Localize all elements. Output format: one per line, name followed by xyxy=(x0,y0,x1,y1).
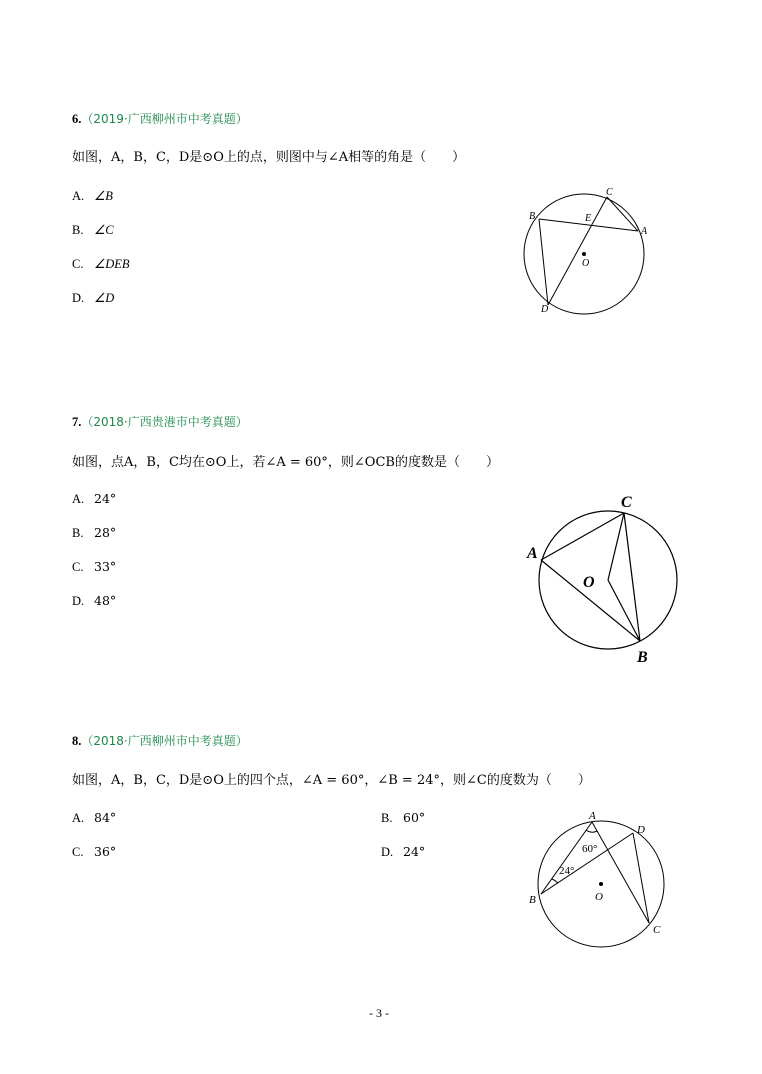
question-7-option-d[interactable]: D. 48° xyxy=(72,593,117,608)
question-7-option-b[interactable]: B. 28° xyxy=(72,525,117,540)
question-6-option-b[interactable]: B. ∠C xyxy=(72,223,114,237)
chord-dc xyxy=(548,197,607,305)
question-8-option-c[interactable]: C. 36° xyxy=(72,844,117,859)
radius-oc xyxy=(608,513,624,580)
label-c: C xyxy=(621,494,632,511)
chord-ac xyxy=(541,513,624,560)
question-number: 8. xyxy=(72,734,82,748)
question-8-stem: 如图，A，B，C，D是⊙O上的四个点，∠A = 60°，∠B = 24°，则∠C的度数为（ ） xyxy=(72,773,591,788)
label-b: B xyxy=(529,894,536,906)
question-7-figure xyxy=(520,488,700,670)
question-7-option-c[interactable]: C. 33° xyxy=(72,559,117,574)
center-dot xyxy=(582,252,586,256)
question-7-header xyxy=(72,413,248,430)
label-d: D xyxy=(637,824,645,836)
label-a: A xyxy=(589,810,596,822)
question-number: 6. xyxy=(72,112,82,126)
chord-ab xyxy=(541,560,640,641)
question-8-header xyxy=(72,732,248,749)
label-e: E xyxy=(585,213,592,224)
angle-label-a: 60° xyxy=(582,843,598,855)
page-number: - 3 - xyxy=(369,1006,389,1020)
question-source: （2019·广西柳州市中考真题） xyxy=(81,112,248,126)
radius-ob xyxy=(608,580,640,641)
question-6-option-d[interactable]: D. ∠D xyxy=(72,291,115,305)
label-o: O xyxy=(583,574,595,591)
question-8-option-b[interactable]: B. 60° xyxy=(381,810,426,825)
question-source: （2018·广西贵港市中考真题） xyxy=(81,415,248,429)
label-c: C xyxy=(606,187,613,198)
label-b: B xyxy=(637,649,648,666)
label-b: B xyxy=(529,211,536,222)
label-d: D xyxy=(541,304,549,315)
label-o: O xyxy=(582,258,590,269)
center-dot xyxy=(599,882,603,886)
angle-arc-b xyxy=(552,879,558,883)
question-source: （2018·广西柳州市中考真题） xyxy=(81,734,248,748)
angle-arc-a xyxy=(586,830,597,832)
question-6-header xyxy=(72,110,248,127)
chord-cb xyxy=(624,513,640,641)
question-7-stem: 如图，点A，B，C均在⊙O上，若∠A = 60°，则∠OCB的度数是（ ） xyxy=(72,455,499,470)
chord-ca xyxy=(607,197,638,231)
question-6-option-a[interactable]: A. ∠B xyxy=(72,189,113,203)
chord-ba xyxy=(541,822,592,894)
label-c: C xyxy=(653,924,661,936)
question-6-stem: 如图，A，B，C，D是⊙O上的点，则图中与∠A相等的角是（ ） xyxy=(72,150,466,165)
label-o: O xyxy=(595,891,603,903)
question-6-figure xyxy=(510,180,670,320)
question-8-option-a[interactable]: A. 84° xyxy=(72,810,117,825)
question-6-option-c[interactable]: C. ∠DEB xyxy=(72,257,130,271)
label-a: A xyxy=(641,226,648,237)
question-8-option-d[interactable]: D. 24° xyxy=(381,844,426,859)
question-number: 7. xyxy=(72,415,82,429)
angle-label-b: 24° xyxy=(559,865,575,877)
question-7-option-a[interactable]: A. 24° xyxy=(72,491,117,506)
chord-bd xyxy=(539,219,548,305)
label-a: A xyxy=(527,545,538,562)
question-8-figure xyxy=(525,805,685,955)
